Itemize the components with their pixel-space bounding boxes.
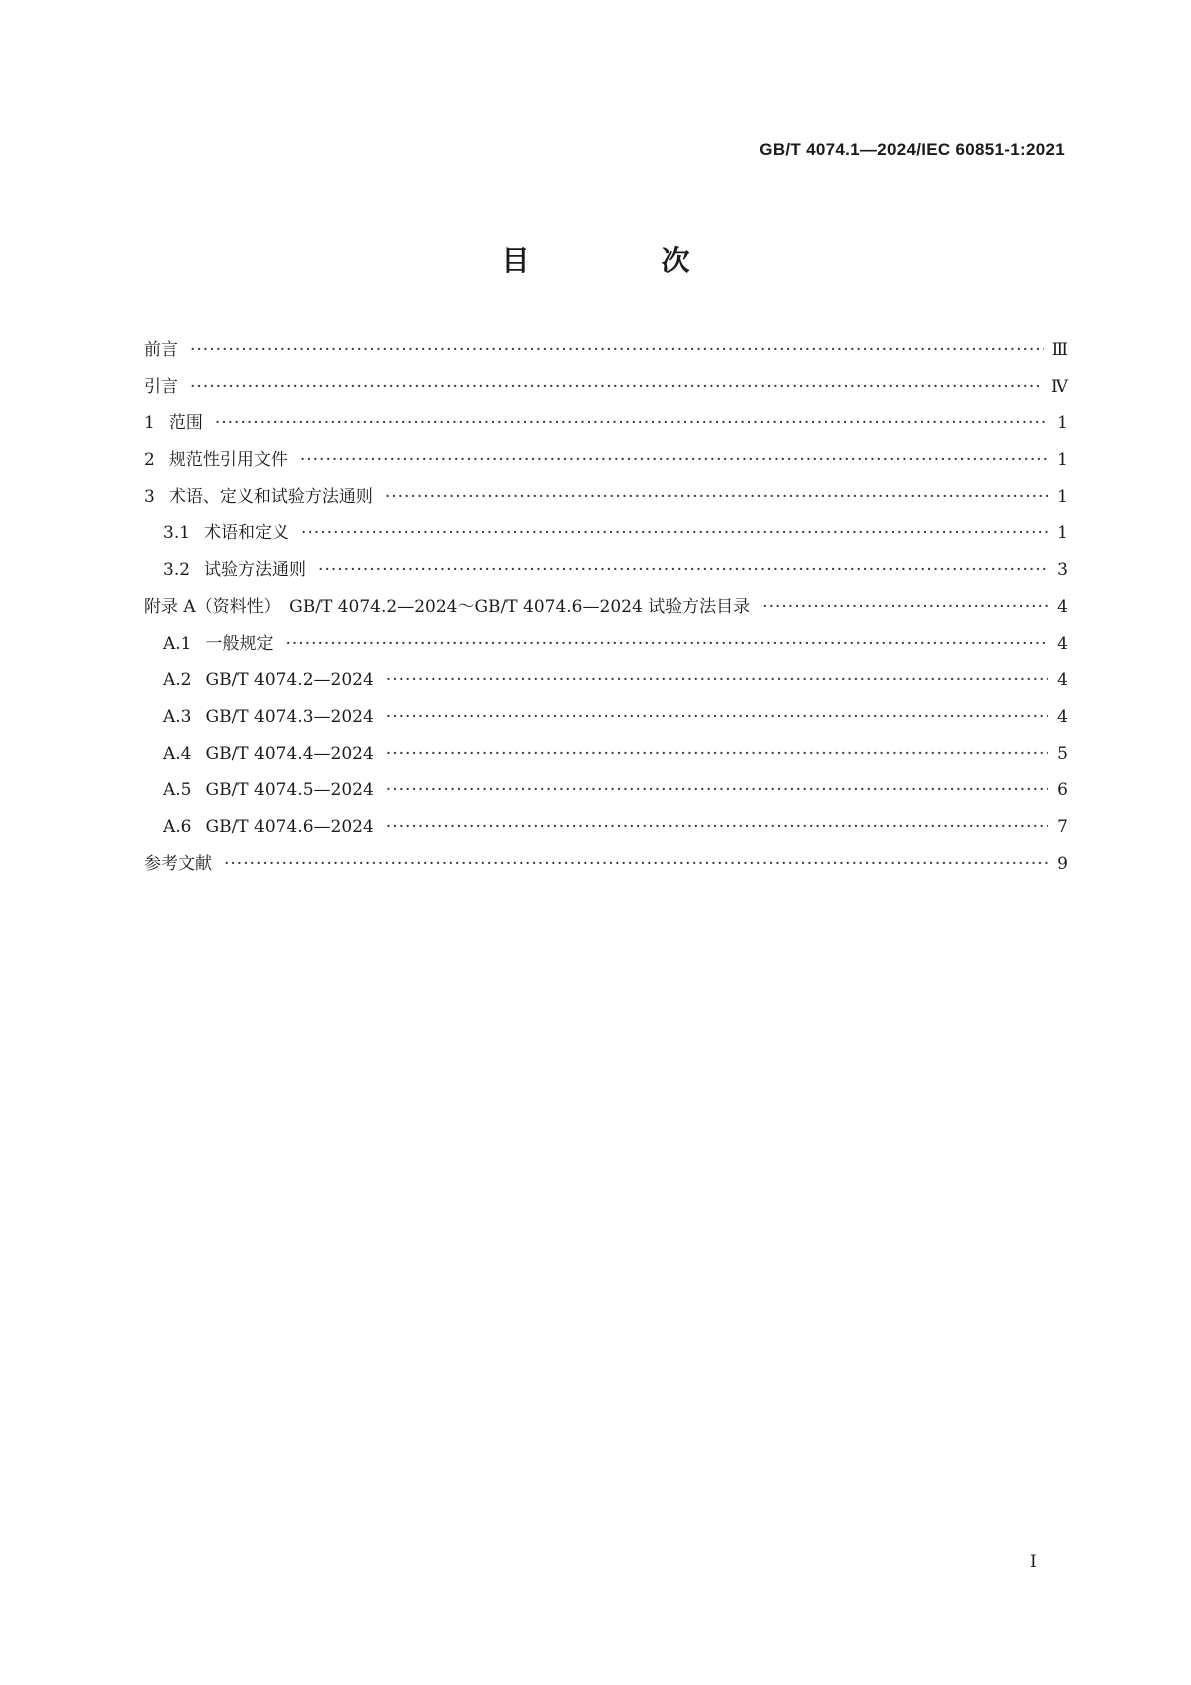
toc-entry[interactable] [144,668,1068,705]
toc-entry-page: 1 [1057,413,1068,434]
toc-entry-number: 3 [144,486,155,507]
toc-entry-number: A.3 [163,706,192,727]
toc-entry-number: 2 [144,450,155,471]
toc-entry-number: 3.2 [163,560,191,581]
toc-entry[interactable] [144,632,1068,669]
toc-entry-page: 4 [1057,706,1068,727]
toc-entry[interactable] [144,375,1068,412]
toc-entry-page: 5 [1057,743,1068,764]
dot-leader [386,742,1048,766]
toc-entry[interactable] [144,521,1068,558]
toc-entry[interactable] [144,595,1068,632]
toc-entry-label: 范围 [168,413,203,434]
toc-entry-label: 前言 [144,340,178,360]
toc-entry[interactable] [144,338,1068,375]
toc-entry-label: 试验方法通则 [204,560,307,581]
toc-entry-page: 4 [1057,633,1068,654]
toc-entry-page: 1 [1057,486,1068,507]
toc-entry-page: 6 [1057,780,1068,801]
toc-entry-page: Ⅲ [1051,340,1068,360]
toc-entry-number: A.2 [163,670,192,691]
dot-leader [385,485,1048,509]
toc-entry-number: 1 [144,413,155,434]
toc-entry[interactable] [144,815,1068,852]
toc-entry-number: A.4 [163,743,192,764]
toc-entry[interactable] [144,558,1068,595]
dot-leader [301,521,1048,545]
toc-entry-number: A.1 [163,633,192,654]
toc-entry-label: 一般规定 [205,633,274,654]
toc-entry[interactable] [144,485,1068,522]
toc-entry[interactable] [144,742,1068,779]
dot-leader [215,411,1048,435]
toc-entry[interactable] [144,852,1068,889]
dot-leader [762,595,1048,619]
toc-entry[interactable] [144,411,1068,448]
dot-leader [190,338,1044,362]
toc-entry-label: GB/T 4074.3—2024 [205,706,374,727]
toc-entry-page: 3 [1057,560,1068,581]
dot-leader [318,558,1048,582]
dot-leader [386,778,1048,802]
toc-entry-page: 1 [1057,450,1068,471]
toc-entry-page: 1 [1057,523,1068,544]
toc-entry-label: GB/T 4074.5—2024 [205,780,374,801]
dot-leader [224,852,1048,876]
toc-entry-page: 9 [1057,853,1068,874]
toc-entry-label: 参考文献 [144,853,212,874]
toc-entry-number: 3.1 [163,523,191,544]
document-header: GB/T 4074.1—2024/IEC 60851-1:2021 [759,140,1065,159]
dot-leader [386,705,1048,729]
page-title: 目 次 [501,244,742,277]
toc-entry[interactable] [144,778,1068,815]
toc-entry-label: GB/T 4074.4—2024 [205,743,374,764]
toc-entry-label: 附录 A（资料性） GB/T 4074.2—2024～GB/T 4074.6—2024 试验方法目录 [144,596,751,617]
toc-entry[interactable] [144,448,1068,485]
dot-leader [386,668,1048,692]
toc-entry-label: 规范性引用文件 [168,450,288,471]
dot-leader [300,448,1048,472]
dot-leader [286,632,1049,656]
toc-entry-label: GB/T 4074.6—2024 [205,816,374,837]
page-number: Ⅰ [1030,1552,1037,1572]
toc-entry-page: Ⅳ [1051,376,1068,397]
table-of-contents [144,338,1068,888]
dot-leader [190,375,1043,399]
toc-entry-number: A.5 [163,780,192,801]
dot-leader [386,815,1048,839]
toc-entry-label: 术语和定义 [204,523,290,544]
toc-entry-page: 4 [1057,670,1068,691]
toc-entry-label: GB/T 4074.2—2024 [205,670,374,691]
toc-entry[interactable] [144,705,1068,742]
toc-entry-label: 引言 [144,376,178,397]
toc-entry-label: 术语、定义和试验方法通则 [168,486,373,507]
toc-entry-page: 4 [1057,596,1068,617]
toc-entry-page: 7 [1057,816,1068,837]
toc-entry-number: A.6 [163,816,192,837]
